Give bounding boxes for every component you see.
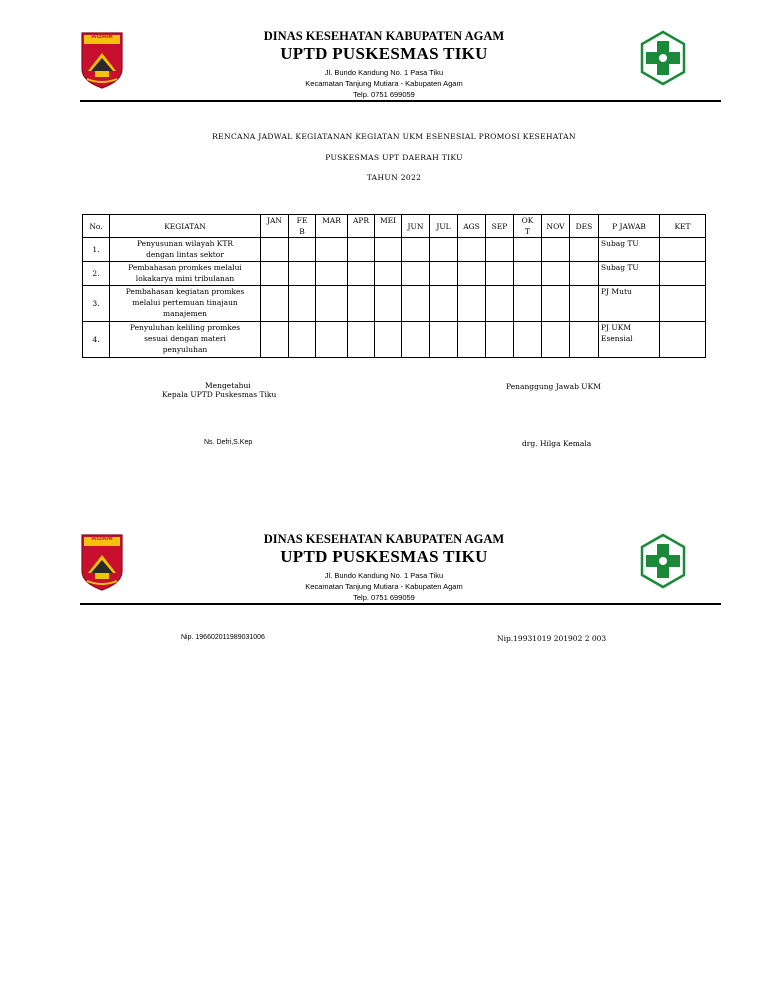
phone-line: Telp. 0751 699059 <box>353 593 415 602</box>
row-no: 1. <box>83 238 110 262</box>
phone-line: Telp. 0751 699059 <box>353 90 415 99</box>
address-line: Jl. Bundo Kandung No. 1 Pasa Tiku <box>324 571 444 580</box>
header-divider <box>80 100 721 102</box>
agency-title: DINAS KESEHATAN KABUPATEN AGAM <box>263 532 505 546</box>
col-okt <box>514 215 542 238</box>
col-mei: MEI <box>375 215 402 238</box>
row-pj: Subag TU <box>599 238 660 262</box>
org-title: UPTD PUSKESMAS TIKU <box>280 547 488 566</box>
col-mar: MAR <box>316 215 348 238</box>
kegiatan-line: penyuluhan <box>162 345 208 354</box>
kegiatan-line: melalui pertemuan tinajaun <box>132 298 238 307</box>
kegiatan-line: manajemen <box>162 309 208 318</box>
row-pj: PJ Mutu <box>599 286 660 322</box>
row-no: 4. <box>83 322 110 358</box>
pj-line: PJ UKM <box>601 323 632 332</box>
row-no: 3. <box>83 286 110 322</box>
district-line: Kecamatan Tanjung Mutiara - Kabupaten Agam <box>305 582 463 591</box>
table-row <box>83 286 706 322</box>
col-kegiatan: KEGIATAN <box>110 215 261 238</box>
sig-left-name: Ns. Defri,S.Kep <box>204 439 253 446</box>
kegiatan-line: Penyusunan wilayah KTR <box>136 239 234 248</box>
kegiatan-line: Pembahasan promkes melalui <box>128 263 242 272</box>
col-feb-1: FE <box>296 216 308 225</box>
sig-left-line2: Kepala UPTD Puskesmas Tiku <box>162 390 277 399</box>
col-jul: JUL <box>430 215 458 238</box>
district-line: Kecamatan Tanjung Mutiara - Kabupaten Agam <box>305 79 463 88</box>
row-pj <box>599 322 660 358</box>
col-no: No. <box>83 215 110 238</box>
kegiatan-line: lokakarya mini tribulanan <box>135 274 235 283</box>
col-des: DES <box>570 215 599 238</box>
table-row <box>83 262 706 286</box>
row-no: 2. <box>83 262 110 286</box>
agam-logo-label: AGAM <box>91 33 113 40</box>
doc-title-line2: PUSKESMAS UPT DAERAH TIKU <box>325 153 463 162</box>
sig-left-nip: Nip. 196602011989031006 <box>181 634 265 641</box>
col-apr: APR <box>348 215 375 238</box>
kegiatan-line: Pembahasan kegiatan promkes <box>125 287 245 296</box>
sig-left-line1: Mengetahui <box>205 381 251 390</box>
org-title: UPTD PUSKESMAS TIKU <box>280 44 488 63</box>
col-okt-2: T <box>524 227 530 236</box>
table-header-row <box>83 215 706 238</box>
header-divider <box>80 603 721 605</box>
sig-right-nip: Nip.19931019 201902 2 003 <box>497 634 607 643</box>
col-ket: KET <box>660 215 706 238</box>
agam-logo-label: AGAM <box>91 535 113 542</box>
col-ags: AGS <box>458 215 486 238</box>
col-pj: P JAWAB <box>599 215 660 238</box>
pj-line: Esensial <box>601 334 633 343</box>
row-kegiatan <box>110 238 261 262</box>
doc-title-line1: RENCANA JADWAL KEGIATANAN KEGIATAN UKM ESENESIAL PROMOSI KESEHATAN <box>212 132 576 141</box>
col-jun: JUN <box>402 215 430 238</box>
kegiatan-line: sesuai dengan materi <box>144 334 226 343</box>
doc-title-line3: TAHUN 2022 <box>366 173 422 182</box>
table-row <box>83 238 706 262</box>
row-kegiatan <box>110 262 261 286</box>
puskesmas-logo <box>639 533 687 589</box>
row-kegiatan <box>110 286 261 322</box>
schedule-table <box>82 214 706 358</box>
row-pj: Subag TU <box>599 262 660 286</box>
kegiatan-line: Penyuluhan keliling promkes <box>129 323 241 332</box>
table-row <box>83 322 706 358</box>
col-okt-1: OK <box>521 216 534 225</box>
agency-title: DINAS KESEHATAN KABUPATEN AGAM <box>263 29 505 43</box>
col-nov: NOV <box>542 215 570 238</box>
address-line: Jl. Bundo Kandung No. 1 Pasa Tiku <box>324 68 444 77</box>
col-feb-2: B <box>299 227 305 236</box>
kegiatan-line: dengan lintas sektor <box>146 250 224 259</box>
puskesmas-logo <box>639 30 687 86</box>
sig-right-line1: Penanggung Jawab UKM <box>506 382 601 391</box>
col-sep: SEP <box>486 215 514 238</box>
sig-right-name: drg. Hilga Kemala <box>522 439 592 448</box>
col-jan: JAN <box>261 215 289 238</box>
col-feb <box>289 215 316 238</box>
row-kegiatan <box>110 322 261 358</box>
